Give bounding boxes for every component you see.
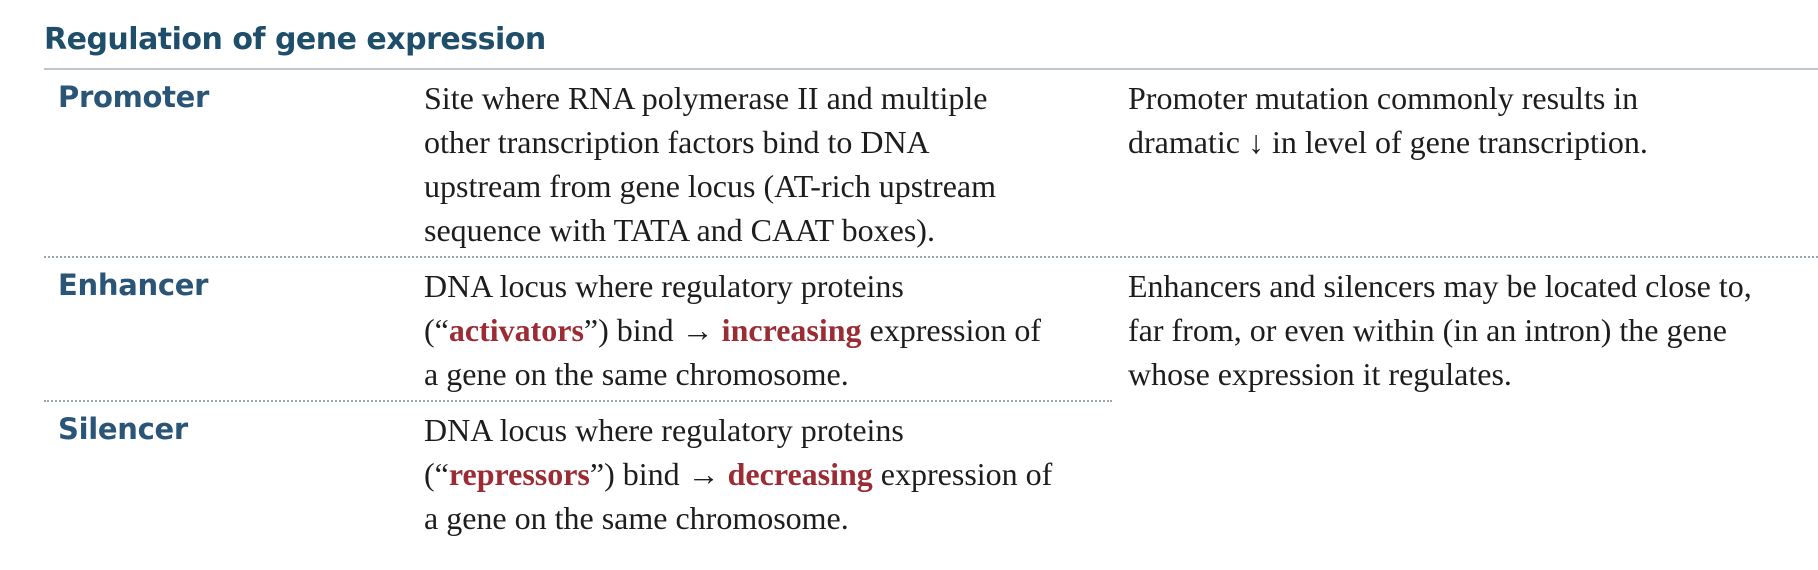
definition-line	[424, 452, 1053, 496]
definition-line: sequence with TATA and CAAT boxes).	[424, 212, 935, 248]
definition-line	[424, 308, 1042, 352]
definition-line: a gene on the same chromosome.	[424, 356, 849, 392]
definition-line: Site where RNA polymerase II and multiple	[424, 80, 988, 116]
note-line: whose expression it regulates.	[1128, 356, 1512, 392]
text-fragment: ”) bind →	[583, 312, 722, 348]
text-fragment: (“	[424, 312, 449, 348]
page-title: Regulation of gene expression	[44, 22, 546, 57]
definition-promoter	[424, 76, 996, 252]
term-promoter: Promoter	[58, 80, 210, 114]
definition-silencer	[424, 408, 1052, 540]
text-fragment: expression of	[872, 456, 1053, 492]
definition-enhancer	[424, 264, 1041, 396]
definition-line: a gene on the same chromosome.	[424, 500, 849, 536]
highlight-activators: activators	[448, 312, 584, 348]
definition-line: DNA locus where regulatory proteins	[424, 412, 904, 448]
text-fragment: ”) bind →	[589, 456, 728, 492]
definition-line: DNA locus where regulatory proteins	[424, 268, 904, 304]
note-line: far from, or even within (in an intron) the gene	[1128, 312, 1727, 348]
term-silencer: Silencer	[58, 412, 188, 446]
definition-line: other transcription factors bind to DNA	[424, 124, 930, 160]
highlight-increasing: increasing	[721, 312, 862, 348]
row-divider	[44, 400, 1112, 402]
definition-line: upstream from gene locus (AT-rich upstream	[424, 168, 996, 204]
note-line: Promoter mutation commonly results in	[1128, 80, 1639, 116]
note-promoter	[1128, 76, 1648, 164]
row-divider	[44, 256, 1818, 258]
title-divider	[44, 68, 1818, 70]
note-enhancer-silencer	[1128, 264, 1752, 396]
note-line: Enhancers and silencers may be located close to,	[1128, 268, 1752, 304]
term-enhancer: Enhancer	[58, 268, 209, 302]
note-line: dramatic ↓ in level of gene transcription.	[1128, 124, 1648, 160]
highlight-decreasing: decreasing	[727, 456, 873, 492]
text-fragment: (“	[424, 456, 449, 492]
text-fragment: expression of	[861, 312, 1042, 348]
highlight-repressors: repressors	[448, 456, 590, 492]
